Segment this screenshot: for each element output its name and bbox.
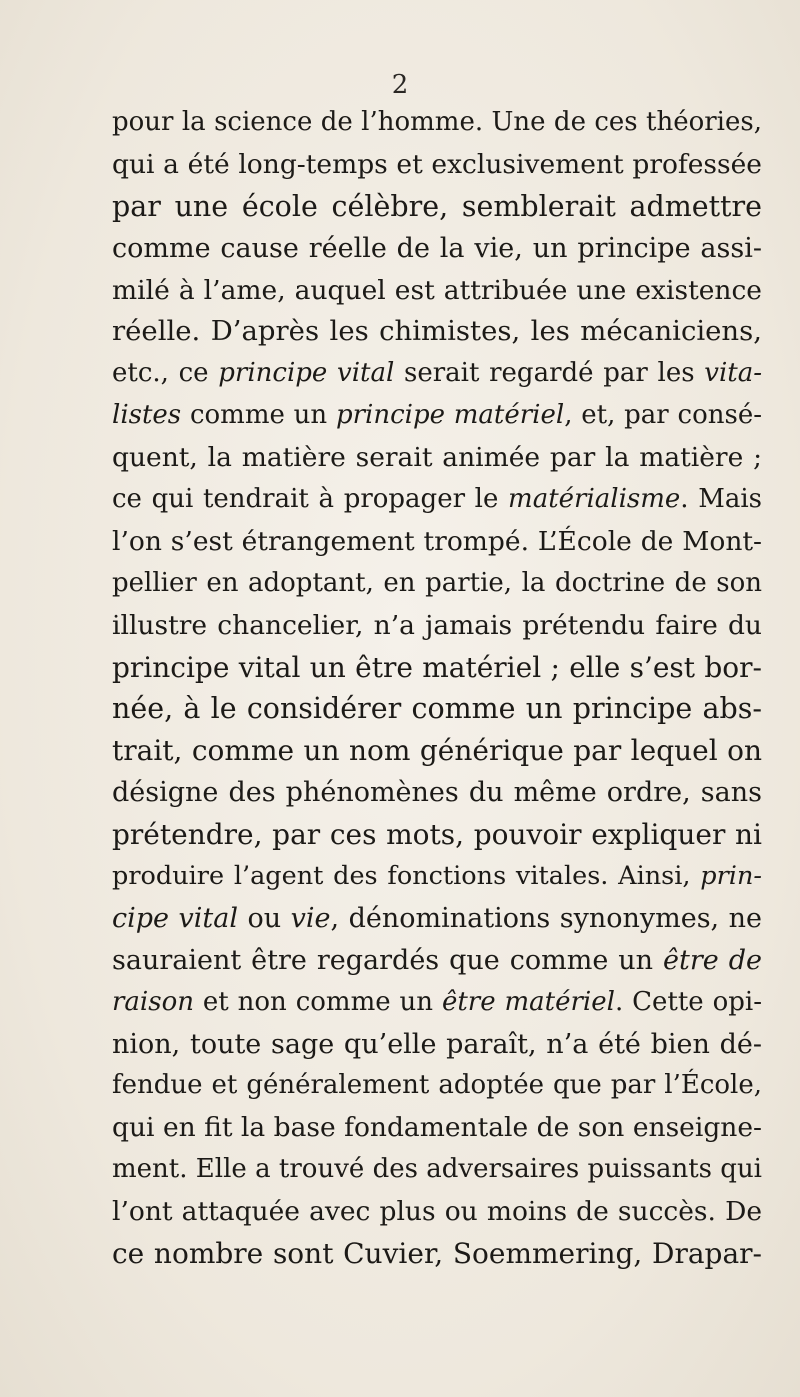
text-run: ce qui tendrait à propager le [112,484,509,515]
text-run: serait regardé par les [394,358,705,389]
text-line [112,521,762,563]
text-run: illustre chancelier, n’a jamais prétendu faire du [112,609,762,641]
text-run: . Mais [680,484,762,515]
text-run: . Cette opi- [614,986,762,1017]
italic-run: prin- [700,861,762,892]
text-run: l’ont attaquée avec plus ou moins de succès. De [112,1196,762,1228]
text-line [112,270,762,312]
italic-run: être de [663,944,762,976]
text-line [112,1191,762,1233]
text-run: milé à l’ame, auquel est attribuée une existence [112,274,762,306]
italic-run: vie [290,902,331,934]
text-run: quent, la matière serait animée par la matière ; [112,442,762,474]
italic-run: vita- [704,358,762,389]
text-run: pellier en adoptant, en partie, la doctrine de son [112,567,762,598]
text-line [112,772,762,814]
text-run: sauraient être regardés que comme un [112,944,664,976]
text-run: qui en fit la base fondamentale de son enseigne- [112,1112,762,1144]
page-number: 2 [391,70,409,100]
text-line [112,688,762,730]
text-run: , dénominations synonymes, ne [330,902,763,934]
text-run: née, à le considérer comme un principe abs- [112,692,762,726]
text-line [112,186,762,228]
italic-run: cipe vital [112,902,238,934]
italic-run: matérialisme [508,484,681,515]
text-line [112,144,762,186]
text-line [112,1107,762,1149]
text-run: pour la science de l’homme. Une de ces théories, [112,107,762,137]
italic-run: être matériel [441,986,615,1017]
text-run: fendue et généralement adoptée que par l’École, [112,1070,762,1101]
body-text [112,102,762,1275]
text-line [112,1024,762,1066]
text-line [112,437,762,479]
text-run: principe vital un être matériel ; elle s’est bor- [112,650,762,684]
text-line [112,814,762,856]
text-run: trait, comme un nom générique par lequel on [112,734,762,768]
text-run: etc., ce [112,358,219,389]
text-line [112,856,762,898]
text-run: produire l’agent des fonctions vitales. Ainsi, [112,861,701,892]
text-line [112,353,762,395]
text-line [112,982,762,1024]
text-run: ment. Elle a trouvé des adversaires puissants qui [112,1154,762,1185]
text-line [112,395,762,437]
italic-run: raison [112,986,194,1017]
text-line [112,605,762,647]
text-line [112,730,762,772]
text-line [112,647,762,689]
text-line [112,228,762,270]
text-run: ce nombre sont Cuvier, Soemmering, Drapar- [112,1237,762,1271]
text-run: qui a été long-temps et exclusivement professée [112,148,762,180]
italic-run: principe matériel [335,400,565,431]
text-run: nion, toute sage qu’elle paraît, n’a été bien dé- [112,1028,762,1060]
text-line [112,1149,762,1191]
text-run: par une école célèbre, semblerait admettre [112,189,762,223]
text-run: , et, par consé- [564,400,762,431]
text-line [112,940,762,982]
text-line [112,563,762,605]
text-run: l’on s’est étrangement trompé. L’École de Mont- [112,525,762,557]
text-line [112,1233,762,1275]
text-line [112,1065,762,1107]
text-line [112,898,762,940]
text-run: réelle. D’après les chimistes, les mécaniciens, [112,315,762,348]
italic-run: listes [112,400,182,431]
italic-run: principe vital [218,358,395,389]
text-run: désigne des phénomènes du même ordre, sans [112,777,762,809]
text-run: ou [238,902,291,934]
text-line [112,311,762,353]
text-run: comme un [181,400,336,431]
text-line [112,102,762,144]
text-line [112,479,762,521]
text-run: prétendre, par ces mots, pouvoir expliquer ni [112,818,762,852]
text-run: et non comme un [194,986,442,1017]
text-run: comme cause réelle de la vie, un principe assi- [112,232,762,264]
